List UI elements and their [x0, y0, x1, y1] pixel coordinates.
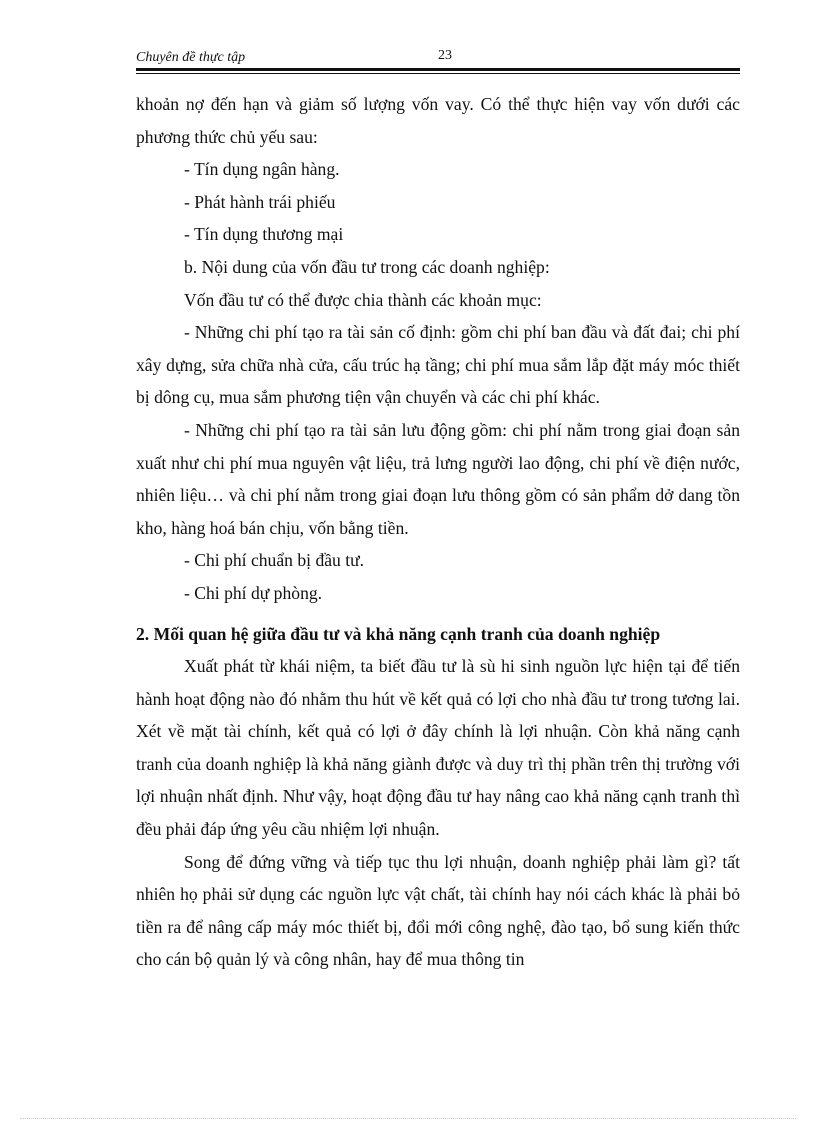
list-item: - Chi phí chuẩn bị đầu tư.	[184, 550, 365, 571]
paragraph: Vốn đầu tư có thể được chia thành các khoản mục:	[184, 289, 542, 310]
list-item: - Những chi phí tạo ra tài sản cố định: gồm chi phí ban đầu và đất đai; chi phí xây dựng, sửa chữa nhà cửa, cấu trúc hạ tầng; chi phí mua sắm lắp đặt máy móc thiết bị dông cụ, mua sắm phương tiện vận chuyển và các chi phí khác.	[136, 322, 740, 408]
list-item: - Tín dụng ngân hàng.	[184, 159, 340, 180]
paragraph: Xuất phát từ khái niệm, ta biết đầu tư là sù hi sinh nguồn lực hiện tại để tiến hành hoạt động nào đó nhằm thu hút về kết quả có lợi cho nhà đầu tư trong tương lai. Xét về mặt tài chính, kết quả có lợi ở đây chính là lợi nhuận. Còn khả năng cạnh tranh của doanh nghiệp là khả năng giành được và duy trì thị phần trên thị trường với lợi nhuận nhất định. Như vậy, hoạt động đầu tư hay nâng cao khả năng cạnh tranh thì đều phải đáp ứng yêu cầu nhiệm lợi nhuận.	[136, 656, 740, 840]
list-item: - Chi phí dự phòng.	[184, 582, 323, 603]
list-item: - Phát hành trái phiếu	[184, 191, 336, 212]
page-bottom-divider	[20, 1118, 796, 1119]
page-header	[136, 48, 740, 68]
subsection-heading: b. Nội dung của vốn đầu tư trong các doanh nghiệp:	[184, 256, 550, 277]
page-number: 23	[438, 48, 452, 63]
document-body	[136, 88, 740, 976]
header-title: Chuyên đề thực tập	[136, 50, 246, 65]
list-item: - Những chi phí tạo ra tài sản lưu động gồm: chi phí nằm trong giai đoạn sản xuất như chi phí mua nguyên vật liệu, trả lưng người lao động, chi phí về điện nước, nhiên liệu… và chi phí nằm trong giai đoạn lưu thông gồm có sản phẩm dở dang tồn kho, hàng hoá bán chịu, vốn bằng tiền.	[136, 419, 740, 538]
header-rule-thick	[136, 68, 740, 71]
header-rule-thin	[136, 73, 740, 74]
section-heading: 2. Mối quan hệ giữa đầu tư và khả năng cạnh tranh của doanh nghiệp	[136, 623, 661, 644]
paragraph: khoản nợ đến hạn và giảm số lượng vốn vay. Có thể thực hiện vay vốn dưới các phương thức chủ yếu sau:	[136, 94, 740, 147]
list-item: - Tín dụng thương mại	[184, 224, 344, 245]
paragraph: Song để đứng vững và tiếp tục thu lợi nhuận, doanh nghiệp phải làm gì? tất nhiên họ phải sử dụng các nguồn lực vật chất, tài chính hay nói cách khác là phải bỏ tiền ra để nâng cấp máy móc thiết bị, đổi mới công nghệ, đào tạo, bổ sung kiến thức cho cán bộ quản lý và công nhân, hay để mua thông tin	[136, 851, 740, 970]
